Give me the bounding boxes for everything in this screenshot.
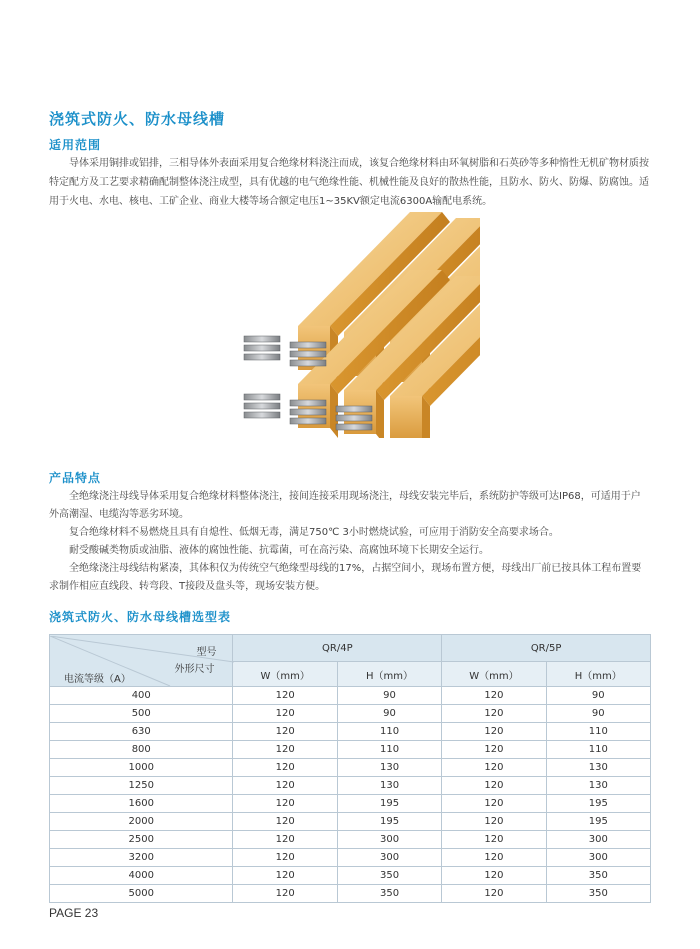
current-rating-cell: 400 xyxy=(50,687,233,705)
table-row xyxy=(50,741,651,759)
dimension-cell: 120 xyxy=(233,777,337,795)
dimension-cell: 120 xyxy=(233,849,337,867)
corner-size-label: 外形尺寸 xyxy=(174,663,215,675)
page-number: PAGE 23 xyxy=(49,906,99,920)
table-row xyxy=(50,705,651,723)
current-rating-cell: 2000 xyxy=(50,813,233,831)
column-header: H（mm） xyxy=(546,662,650,687)
dimension-cell: 300 xyxy=(546,831,650,849)
dimension-cell: 120 xyxy=(233,723,337,741)
current-rating-cell: 1000 xyxy=(50,759,233,777)
page-title: 浇筑式防火、防水母线槽 xyxy=(49,110,226,128)
dimension-cell: 120 xyxy=(442,849,546,867)
feature-item: 全绝缘浇注母线结构紧凑，其体积仅为传统空气绝缘型母线的17%，占据空间小，现场布置方便，母线出厂前已按具体工程布置要求制作相应直线段、转弯段、T接段及盘头等，现场安装方便。 xyxy=(49,563,642,592)
dimension-cell: 195 xyxy=(337,813,441,831)
dimension-cell: 120 xyxy=(442,831,546,849)
table-row xyxy=(50,723,651,741)
table-heading: 浇筑式防火、防水母线槽选型表 xyxy=(49,610,232,624)
dimension-cell: 110 xyxy=(546,723,650,741)
dimension-cell: 130 xyxy=(546,777,650,795)
features-heading: 产品特点 xyxy=(49,471,102,485)
dimension-cell: 120 xyxy=(233,885,337,903)
dimension-cell: 300 xyxy=(546,849,650,867)
dimension-cell: 120 xyxy=(233,705,337,723)
selection-table xyxy=(49,634,651,903)
busbar-product-image xyxy=(230,208,480,438)
dimension-cell: 90 xyxy=(337,705,441,723)
table-row xyxy=(50,867,651,885)
corner-current-label: 电流等级（A） xyxy=(64,673,131,685)
dimension-cell: 120 xyxy=(442,885,546,903)
dimension-cell: 120 xyxy=(233,831,337,849)
dimension-cell: 110 xyxy=(546,741,650,759)
feature-item: 全绝缘浇注母线导体采用复合绝缘材料整体浇注，接间连接采用现场浇注，母线安装完毕后，系统防护等级可达IP68，可适用于户外高潮湿、电缆沟等恶劣环境。 xyxy=(49,491,641,520)
current-rating-cell: 1600 xyxy=(50,795,233,813)
dimension-cell: 120 xyxy=(233,813,337,831)
feature-item: 复合绝缘材料不易燃烧且具有自熄性、低烟无毒，满足750℃ 3小时燃烧试验，可应用于消防安全高要求场合。 xyxy=(69,527,559,538)
current-rating-cell: 630 xyxy=(50,723,233,741)
dimension-cell: 120 xyxy=(442,867,546,885)
dimension-cell: 120 xyxy=(233,741,337,759)
features-list xyxy=(49,488,649,596)
dimension-cell: 350 xyxy=(337,867,441,885)
table-row xyxy=(50,885,651,903)
current-rating-cell: 5000 xyxy=(50,885,233,903)
dimension-cell: 350 xyxy=(546,867,650,885)
current-rating-cell: 3200 xyxy=(50,849,233,867)
dimension-cell: 120 xyxy=(233,759,337,777)
dimension-cell: 120 xyxy=(233,795,337,813)
dimension-cell: 110 xyxy=(337,723,441,741)
table-row xyxy=(50,831,651,849)
current-rating-cell: 500 xyxy=(50,705,233,723)
dimension-cell: 120 xyxy=(442,777,546,795)
dimension-cell: 130 xyxy=(337,777,441,795)
dimension-cell: 90 xyxy=(546,687,650,705)
dimension-cell: 350 xyxy=(546,885,650,903)
model-header: QR/4P xyxy=(233,635,442,662)
dimension-cell: 120 xyxy=(442,795,546,813)
column-header: H（mm） xyxy=(337,662,441,687)
scope-heading: 适用范围 xyxy=(49,138,102,152)
table-row xyxy=(50,759,651,777)
dimension-cell: 120 xyxy=(442,759,546,777)
table-row xyxy=(50,813,651,831)
current-rating-cell: 1250 xyxy=(50,777,233,795)
dimension-cell: 120 xyxy=(233,687,337,705)
dimension-cell: 300 xyxy=(337,849,441,867)
dimension-cell: 120 xyxy=(442,687,546,705)
dimension-cell: 130 xyxy=(546,759,650,777)
dimension-cell: 90 xyxy=(546,705,650,723)
table-row xyxy=(50,687,651,705)
dimension-cell: 120 xyxy=(442,741,546,759)
model-header: QR/5P xyxy=(442,635,651,662)
dimension-cell: 120 xyxy=(442,813,546,831)
dimension-cell: 120 xyxy=(442,723,546,741)
table-row xyxy=(50,795,651,813)
column-header: W（mm） xyxy=(442,662,546,687)
dimension-cell: 110 xyxy=(337,741,441,759)
current-rating-cell: 800 xyxy=(50,741,233,759)
current-rating-cell: 2500 xyxy=(50,831,233,849)
dimension-cell: 195 xyxy=(546,795,650,813)
column-header: W（mm） xyxy=(233,662,337,687)
dimension-cell: 130 xyxy=(337,759,441,777)
dimension-cell: 120 xyxy=(233,867,337,885)
table-row xyxy=(50,777,651,795)
dimension-cell: 300 xyxy=(337,831,441,849)
dimension-cell: 195 xyxy=(546,813,650,831)
table-row xyxy=(50,849,651,867)
table-corner-cell xyxy=(50,635,233,687)
dimension-cell: 120 xyxy=(442,705,546,723)
dimension-cell: 350 xyxy=(337,885,441,903)
current-rating-cell: 4000 xyxy=(50,867,233,885)
corner-model-label: 型号 xyxy=(196,646,217,658)
dimension-cell: 195 xyxy=(337,795,441,813)
feature-item: 耐受酸碱类物质或油脂、液体的腐蚀性能、抗霉菌，可在高污染、高腐蚀环境下长期安全运行。 xyxy=(69,545,489,556)
scope-text: 导体采用铜排或铝排，三相导体外表面采用复合绝缘材料浇注而成，该复合绝缘材料由环氧树脂和石英砂等多种惰性无机矿物材质按特定配方及工艺要求精确配制整体浇注成型，具有优越的电气绝缘性能、机械性能及良好的散热性能，且防水、防火、防爆、防腐蚀。适用于火电、水电、核电、工矿企业、商业大楼等场合额定电压1~35KV额定电流6300A输配电系统。 xyxy=(49,158,649,207)
dimension-cell: 90 xyxy=(337,687,441,705)
